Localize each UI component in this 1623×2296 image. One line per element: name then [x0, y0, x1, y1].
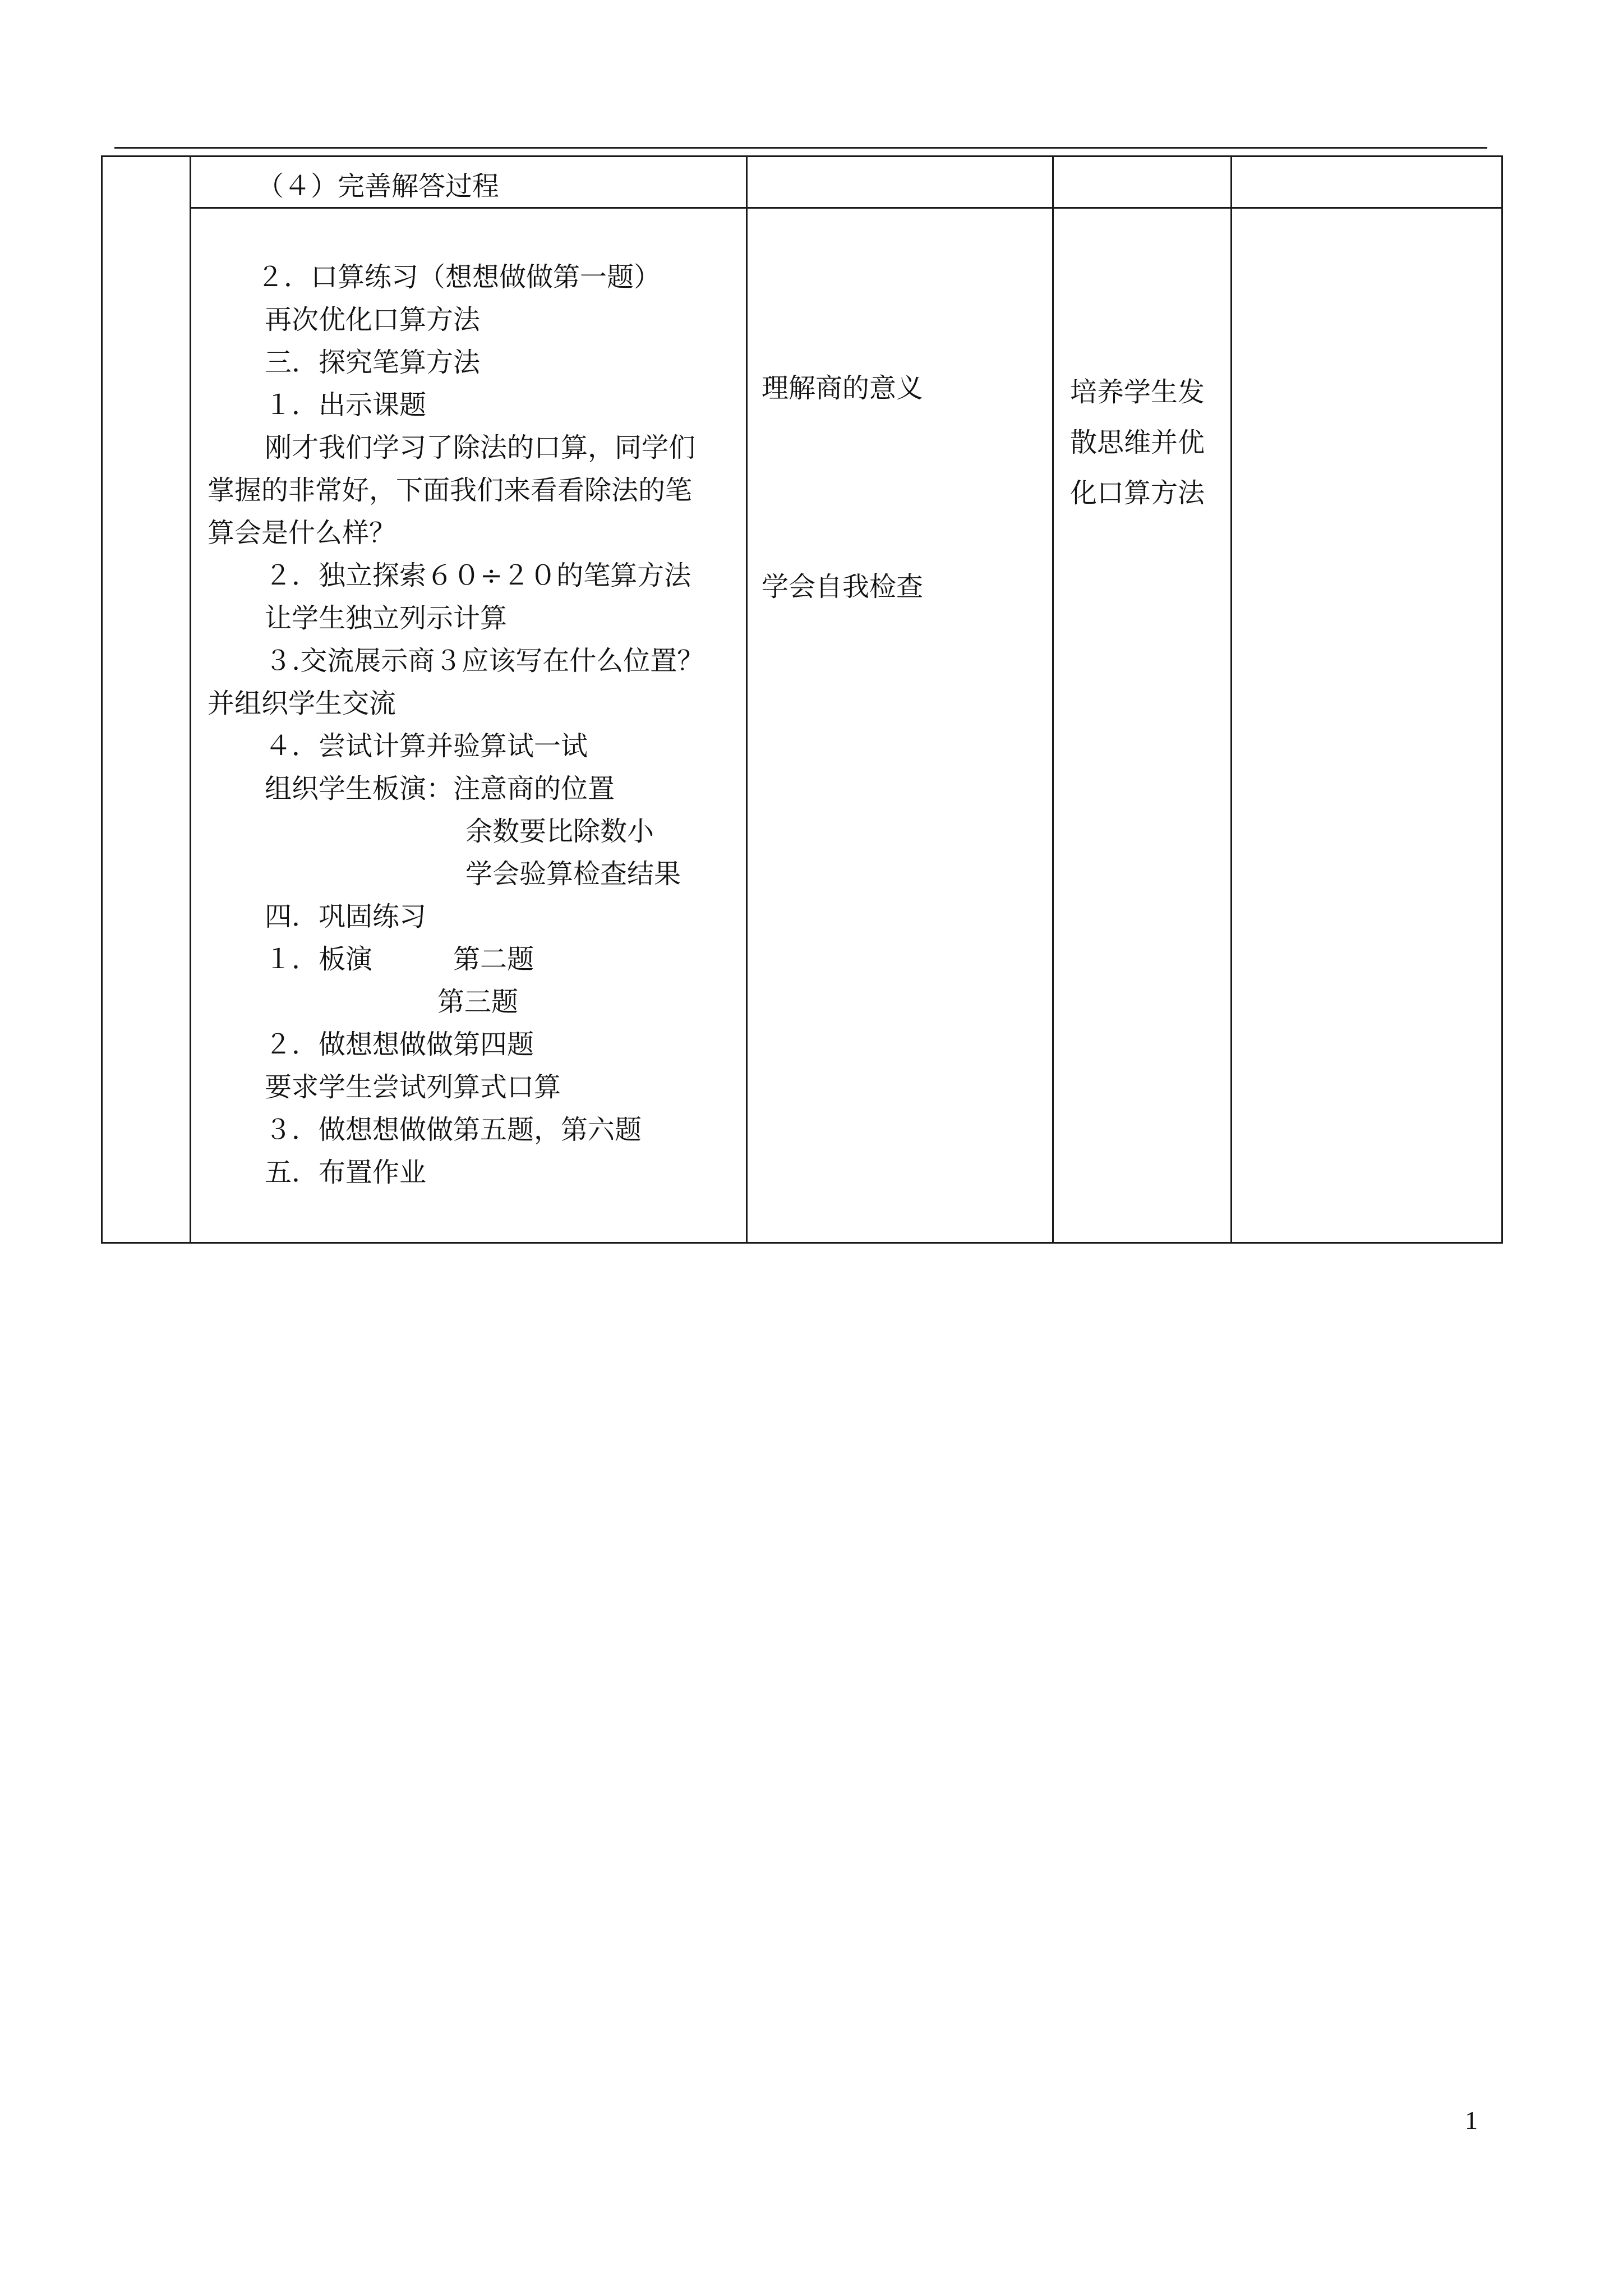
- process-line: 刚才我们学习了除法的口算，同学们: [265, 432, 696, 463]
- table-col-divider-4: [1230, 155, 1232, 1244]
- table-col-divider-2: [746, 155, 748, 1244]
- table-col-divider-3: [1052, 155, 1054, 1244]
- header-rule: [114, 147, 1487, 149]
- process-line: ２．口算练习（想想做做第一题）: [257, 261, 661, 293]
- student-activity-line: 学会自我检查: [762, 571, 924, 602]
- process-line: 余数要比除数小: [465, 816, 654, 847]
- process-line: １．出示课题: [265, 389, 427, 421]
- table-border-bottom: [101, 1242, 1503, 1244]
- table-col-divider-1: [190, 155, 191, 1244]
- process-line: ４．尝试计算并验算试一试: [265, 730, 588, 762]
- design-intent-line: 培养学生发: [1070, 376, 1205, 408]
- process-line: 算会是什么样？: [208, 517, 396, 549]
- page-number: 1: [1465, 2106, 1478, 2134]
- process-line: 并组织学生交流: [208, 688, 396, 719]
- process-line: ２．做想想做做第四题: [265, 1029, 534, 1060]
- process-line: 组织学生板演：注意商的位置: [265, 773, 615, 804]
- process-line: １．板演 第二题: [265, 944, 534, 975]
- table-border-top: [101, 155, 1503, 157]
- process-line: 再次优化口算方法: [265, 304, 481, 335]
- process-line: ３.交流展示商３应该写在什么位置？: [265, 645, 704, 677]
- process-line: 第三题: [437, 986, 519, 1018]
- process-line: ３．做想想做做第五题，第六题: [265, 1114, 642, 1145]
- row1-process-text: （４）完善解答过程: [257, 171, 500, 202]
- process-line: 要求学生尝试列算式口算: [265, 1071, 561, 1103]
- table-border-right: [1501, 155, 1503, 1244]
- table-border-left: [101, 155, 103, 1244]
- process-line: 三．探究笔算方法: [265, 347, 481, 378]
- process-line: 掌握的非常好，下面我们来看看除法的笔: [208, 475, 693, 506]
- process-line: 五．布置作业: [265, 1157, 427, 1188]
- process-line: 学会验算检查结果: [465, 858, 681, 890]
- design-intent-line: 散思维并优: [1070, 427, 1205, 458]
- student-activity-line: 理解商的意义: [762, 372, 924, 404]
- design-intent-line: 化口算方法: [1070, 477, 1205, 509]
- process-line: ２．独立探索６０÷２０的笔算方法: [265, 560, 691, 591]
- process-line: 让学生独立列示计算: [265, 602, 508, 634]
- process-line: 四．巩固练习: [265, 901, 427, 932]
